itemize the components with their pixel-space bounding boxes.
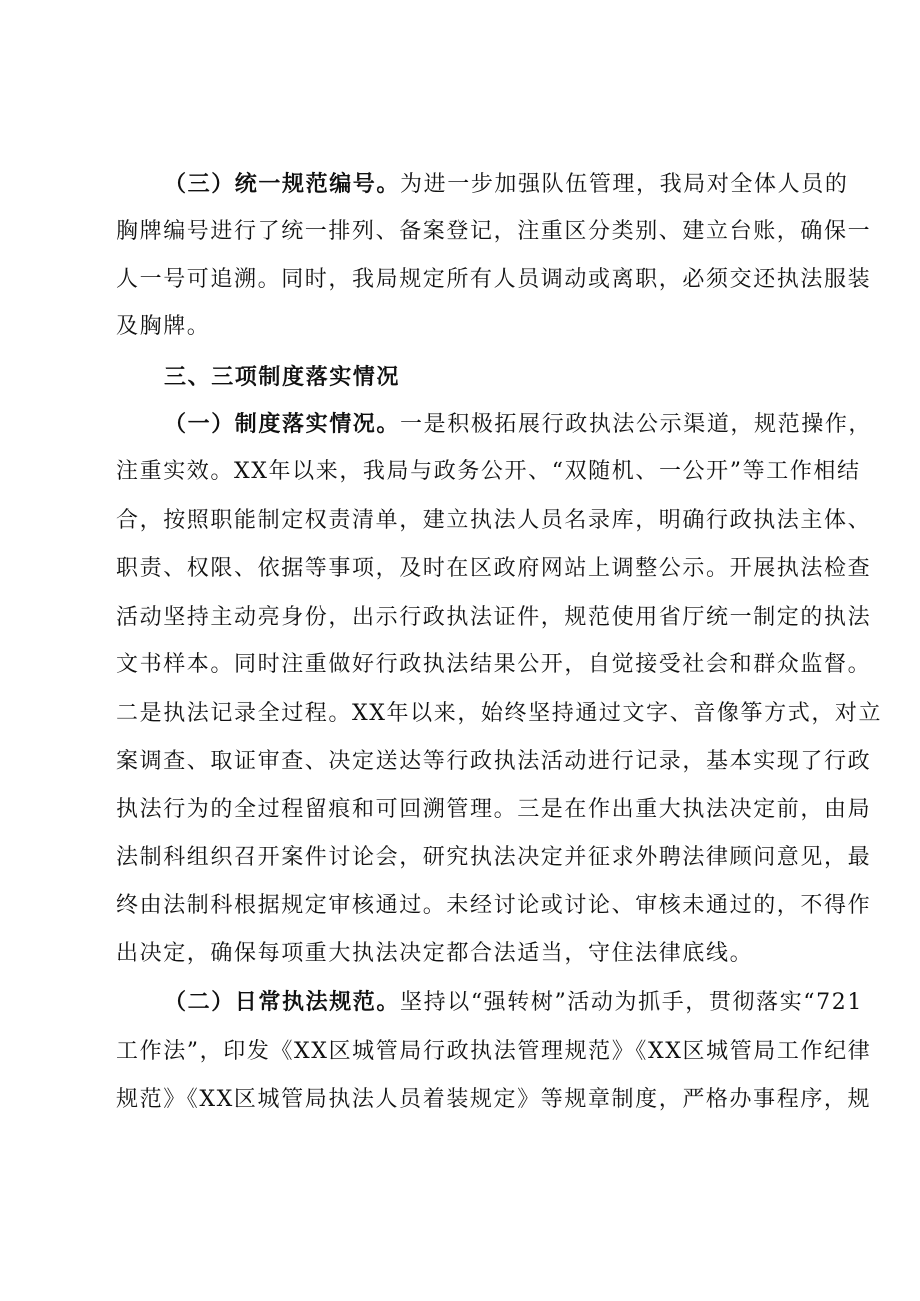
paragraph-3-1-line-7: 二是执法记录全过程。XX年以来，始终坚持通过文字、音像筝方式，对立 <box>116 701 883 726</box>
section-title-3: 三、三项制度落实情况 <box>164 364 401 390</box>
paragraph-3-1-line-10: 法制科组织召开案件讨论会，研究执法决定并征求外聘法律顾问意见，最 <box>116 845 872 870</box>
paragraph-3-1-line-3: 合，按照职能制定权责清单，建立执法人员名录库，明确行政执法主体、 <box>116 508 872 533</box>
paragraph-3-1-line-12: 出决定，确保每项重大执法决定都合法适当，守住法律底线。 <box>116 941 754 966</box>
paragraph-3-2-line-2: 工作法”，印发《XX区城管局行政执法管理规范》《XX区城管局工作纪律 <box>116 1039 872 1064</box>
paragraph-3-1-line-5: 活动坚持主动亮身份，出示行政执法证件，规范使用省厅统一制定的执法 <box>116 605 872 630</box>
paragraph-3-1-line-6: 文书样本。同时注重做好行政执法结果公开，自觉接受社会和群众监督。 <box>116 652 872 677</box>
subsection-heading-2-3: （三）统一规范编号。 <box>164 171 401 197</box>
subsection-heading-3-2: （二）日常执法规范。 <box>164 989 401 1015</box>
paragraph-2-3-line-4: 及胸牌。 <box>116 314 211 339</box>
paragraph-3-1-line-9: 执法行为的全过程留痕和可回溯管理。三是在作出重大执法决定前，由局 <box>116 797 872 822</box>
paragraph-2-3-line-1 <box>164 169 849 200</box>
paragraph-text: 坚持以“强转树”活动为抓手，贯彻落实“721 <box>400 990 863 1015</box>
paragraph-3-1-line-2: 注重实效。XX年以来，我局与政务公开、“双随机、一公开”等工作相结 <box>116 459 861 484</box>
paragraph-text: 一是积极拓展行政执法公示渠道，规范操作， <box>400 412 873 437</box>
paragraph-2-3-line-3: 人一号可追溯。同时，我局规定所有人员调动或离职，必须交还执法服装 <box>116 267 872 292</box>
paragraph-text: 为进一步加强队伍管理，我局对全体人员的 <box>400 172 849 197</box>
paragraph-3-2-line-3: 规范》《XX区城管局执法人员着装规定》等规章制度，严格办事程序，规 <box>116 1087 872 1112</box>
paragraph-2-3-line-2: 胸牌编号进行了统一排列、备案登记，注重区分类别、建立台账，确保一 <box>116 219 872 244</box>
paragraph-3-2-line-1 <box>164 987 863 1018</box>
paragraph-3-1-line-4: 职责、权限、依据等事项，及时在区政府网站上调整公示。开展执法检查 <box>116 556 872 581</box>
paragraph-3-1-line-8: 案调查、取证审查、决定送达等行政执法活动进行记录，基本实现了行政 <box>116 749 872 774</box>
paragraph-3-1-line-11: 终由法制科根据规定审核通过。未经讨论或讨论、审核未通过的，不得作 <box>116 893 872 918</box>
subsection-heading-3-1: （一）制度落实情况。 <box>164 411 401 437</box>
paragraph-3-1-line-1 <box>164 409 873 440</box>
